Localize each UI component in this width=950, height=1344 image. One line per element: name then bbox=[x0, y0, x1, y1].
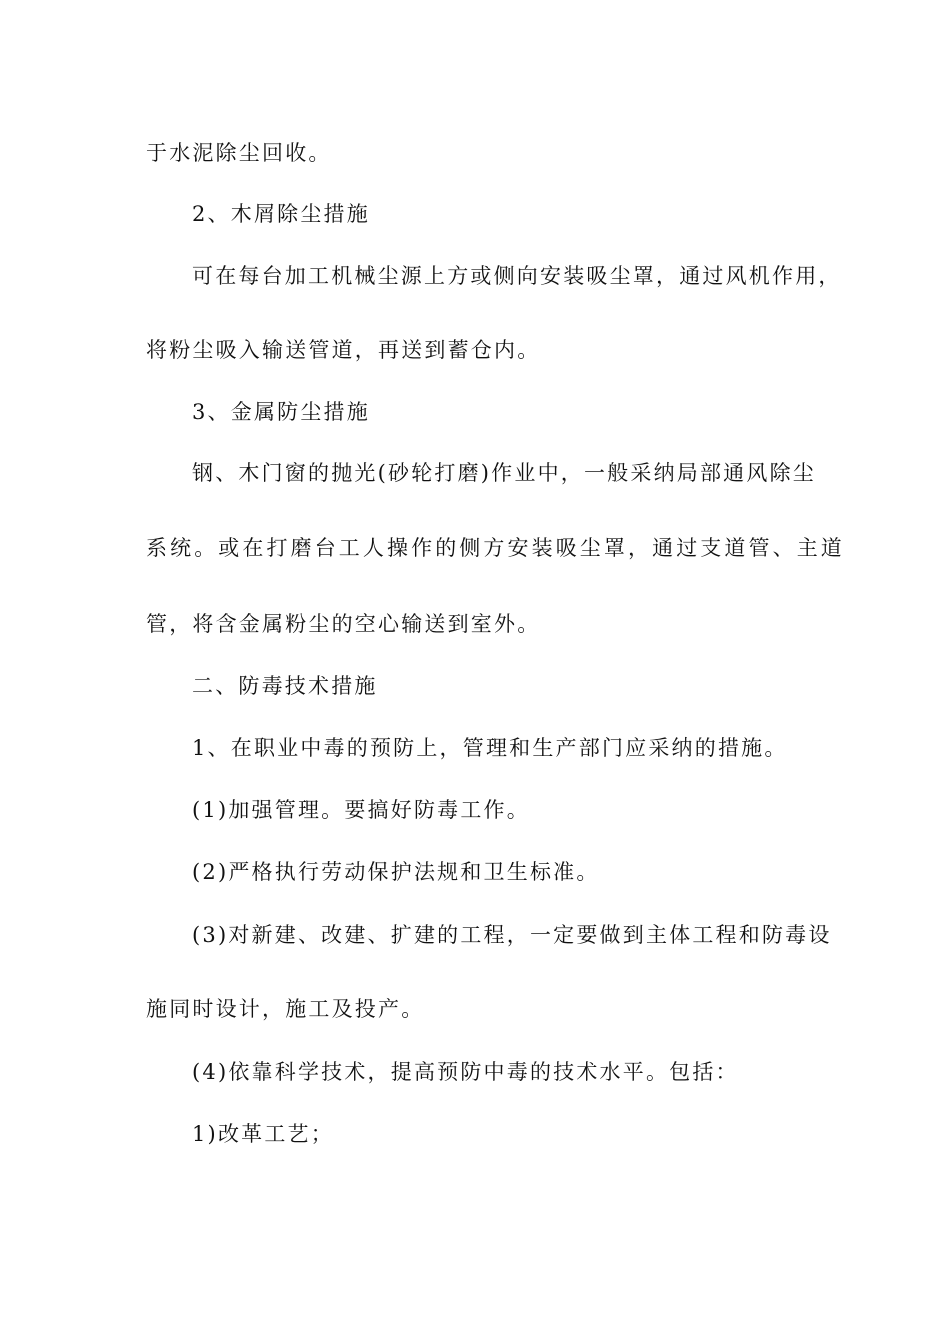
list-item-1: (1)加强管理。要搞好防毒工作。 bbox=[192, 798, 530, 822]
paragraph-line-8: 管，将含金属粉尘的空心输送到室外。 bbox=[146, 612, 541, 636]
list-item-4: (4)依靠科学技术，提高预防中毒的技术水平。包括： bbox=[192, 1060, 739, 1084]
list-item-3: (3)对新建、改建、扩建的工程，一定要做到主体工程和防毒设 bbox=[192, 923, 832, 947]
paragraph-line-7: 系统。或在打磨台工人操作的侧方安装吸尘罩，通过支道管、主道 bbox=[146, 536, 845, 560]
paragraph-line-3: 可在每台加工机械尘源上方或侧向安装吸尘罩，通过风机作用， bbox=[192, 264, 842, 288]
section-heading-metal-dust: 3、金属防尘措施 bbox=[192, 400, 370, 424]
paragraph-line-10: 1、在职业中毒的预防上，管理和生产部门应采纳的措施。 bbox=[192, 736, 788, 760]
list-item-3-continued: 施同时设计，施工及投产。 bbox=[146, 997, 425, 1021]
sub-list-item-1: 1)改革工艺； bbox=[192, 1122, 334, 1146]
section-heading-anti-poison: 二、防毒技术措施 bbox=[192, 674, 378, 698]
paragraph-line-6: 钢、木门窗的抛光(砂轮打磨)作业中，一般采纳局部通风除尘 bbox=[192, 461, 816, 485]
list-item-2: (2)严格执行劳动保护法规和卫生标准。 bbox=[192, 860, 600, 884]
paragraph-line-4: 将粉尘吸入输送管道，再送到蓄仓内。 bbox=[146, 338, 541, 362]
section-heading-wood-dust: 2、木屑除尘措施 bbox=[192, 202, 370, 226]
paragraph-line-1: 于水泥除尘回收。 bbox=[146, 141, 332, 165]
